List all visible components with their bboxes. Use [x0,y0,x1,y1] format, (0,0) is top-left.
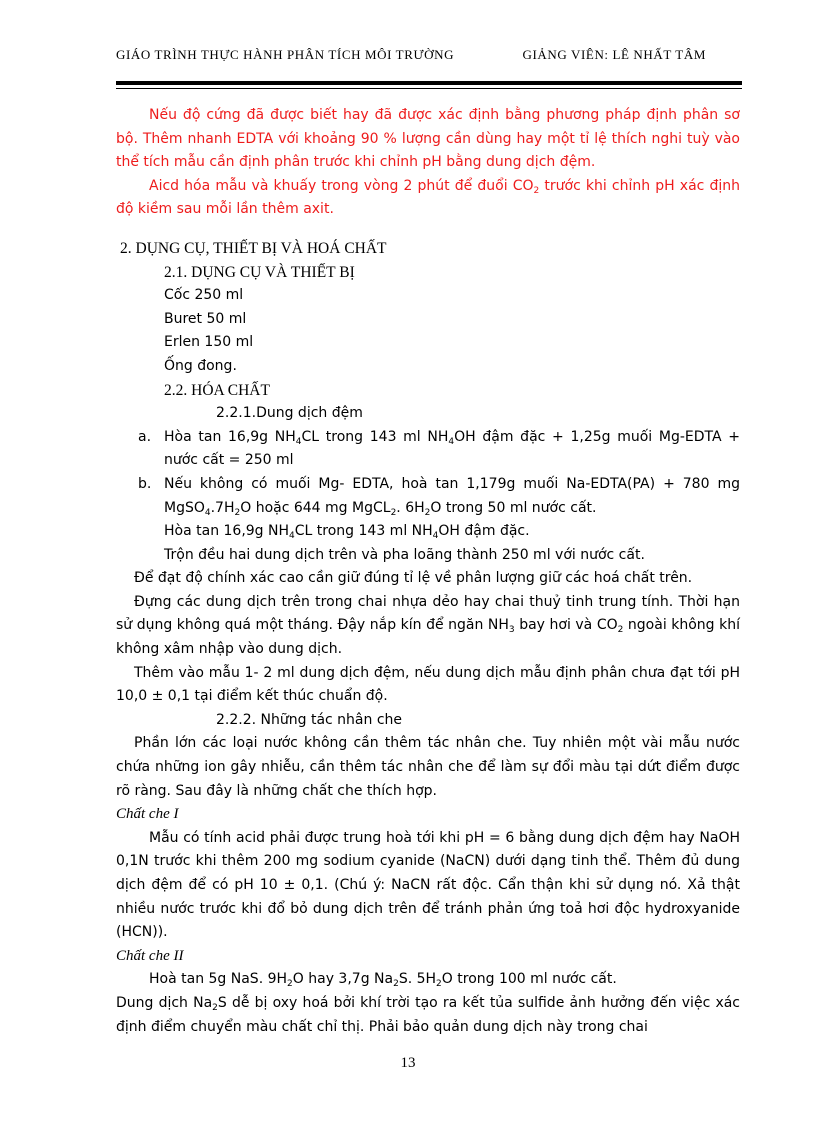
note-ratio: Để đạt độ chính xác cao cần giữ đúng tỉ lệ về phân lượng giữ các hoá chất trên. [134,570,693,587]
buffer-step-2: Hòa tan 16,9g $NH_4CL$ trong 143 ml $NH_4OH$ đậm đặc. [164,523,530,542]
masking-intro: Phần lớn các loại nước không cần thêm tác nhân che. Tuy nhiên một vài mẫu nước chứa những ion gây nhiễu, cần thêm tác nhân che để làm sự đổi màu tại dứt điểm được rõ ràng. Sau đây là những chất che thích hợp. [116,735,740,799]
buffer-step-3: Trộn đều hai dung dịch trên và pha loãng thành 250 ml với nước cất. [164,546,645,563]
list-marker: a. [138,428,152,445]
intro-paragraph-2: Aicd hóa mẫu và khuấy trong vòng 2 phút để đuổi $CO_2$ trước khi chỉnh pH xác định độ kiềm sau mỗi lần thêm axit. [116,177,740,218]
note-storage: Đựng các dung dịch trên trong chai nhựa dẻo hay chai thuỷ tinh trung tính. Thời hạn sử dụng không quá một tháng. Đậy nắp kín để ngăn $NH_3$ bay hơi và $CO_2$ ngoài không khí không xâm nhập vào dung dịch. [116,593,740,658]
header-lecturer: GIẢNG VIÊN: LÊ NHẤT TÂM [522,47,706,62]
section-2-2-2-title: 2.2.2. Những tác nhân che [216,711,402,728]
page-number: 13 [400,1055,416,1071]
page-content [116,104,740,1039]
list-item-b: b. Nếu không có muối Mg- EDTA, hoà tan 1,179g muối Na-EDTA(PA) + 780 mg $MgSO_4.7H_2O$ hoặc 644 mg MgCL$_2$. $6H_2O$ trong 50 ml nước cất. [116,473,740,520]
masking-agent-2-recipe: Hoà tan 5g NaS. $9H_2O$ hay 3,7g $Na_2S$. $5H_2O$ trong 100 ml nước cất. [149,971,617,990]
equipment-item: Buret 50 ml [164,310,247,327]
section-2-title: 2. DỤNG CỤ, THIẾT BỊ VÀ HOÁ CHẤT [120,239,387,257]
header-rule-thin [116,88,742,89]
list-item-a: a. Hòa tan 16,9g $NH_4CL$ trong 143 ml $NH_4OH$ đậm đặc + 1,25g muối Mg-EDTA + nước cất = 250 ml [116,426,740,473]
equipment-item: Erlen 150 ml [164,334,254,351]
section-2-2-1-title: 2.2.1.Dung dịch đệm [216,405,363,422]
masking-agent-1-title: Chất che I [116,806,179,823]
masking-agent-1-text: Mẫu có tính acid phải được trung hoà tới khi pH = 6 bằng dung dịch đệm hay NaOH 0,1N trước khi thêm 200 mg sodium cyanide (NaCN) dưới dạng tinh thể. Thêm đủ dung dịch đệm để có pH 10 ± 0,1. (Chú ý: NaCN rất độc. Cẩn thận khi sử dụng nó. Xả thật nhiều nước trước khi đổ bỏ dung dịch trên để tránh phản ứng toả hơi độc hydroxyanide (HCN)). [116,829,740,941]
header-course-title: GIÁO TRÌNH THỰC HÀNH PHÂN TÍCH MÔI TRƯỜNG [116,47,455,62]
note-buffer-addition: Thêm vào mẫu 1- 2 ml dung dịch đệm, nếu dung dịch mẫu định phân chưa đạt tới pH 10,0 ± 0,1 tại điểm kết thúc chuẩn độ. [116,664,740,705]
section-2-1-title: 2.1. DỤNG CỤ VÀ THIẾT BỊ [164,263,355,281]
equipment-item: Ống đong. [164,357,237,374]
list-marker: b. [138,475,152,492]
header-rule-thick [116,81,742,85]
section-2-2-title: 2.2. HÓA CHẤT [164,381,270,399]
masking-agent-2-text: Dung dịch $Na_2S$ dễ bị oxy hoá bởi khí trời tạo ra kết tủa sulfide ảnh hưởng đến việc xác định điểm chuyển màu chất chỉ thị. Phải bảo quản dung dịch này trong chai [116,994,740,1035]
intro-paragraph-1: Nếu độ cứng đã được biết hay đã được xác định bằng phương pháp định phân sơ bộ. Thêm nhanh EDTA với khoảng 90 % lượng cần dùng hay một tỉ lệ thích nghi tuỳ vào thể tích mẫu cần định phân trước khi chỉnh pH bằng dung dịch đệm. [116,107,740,171]
masking-agent-2-title: Chất che II [116,947,184,964]
page-header [116,47,742,67]
equipment-item: Cốc 250 ml [164,287,244,304]
